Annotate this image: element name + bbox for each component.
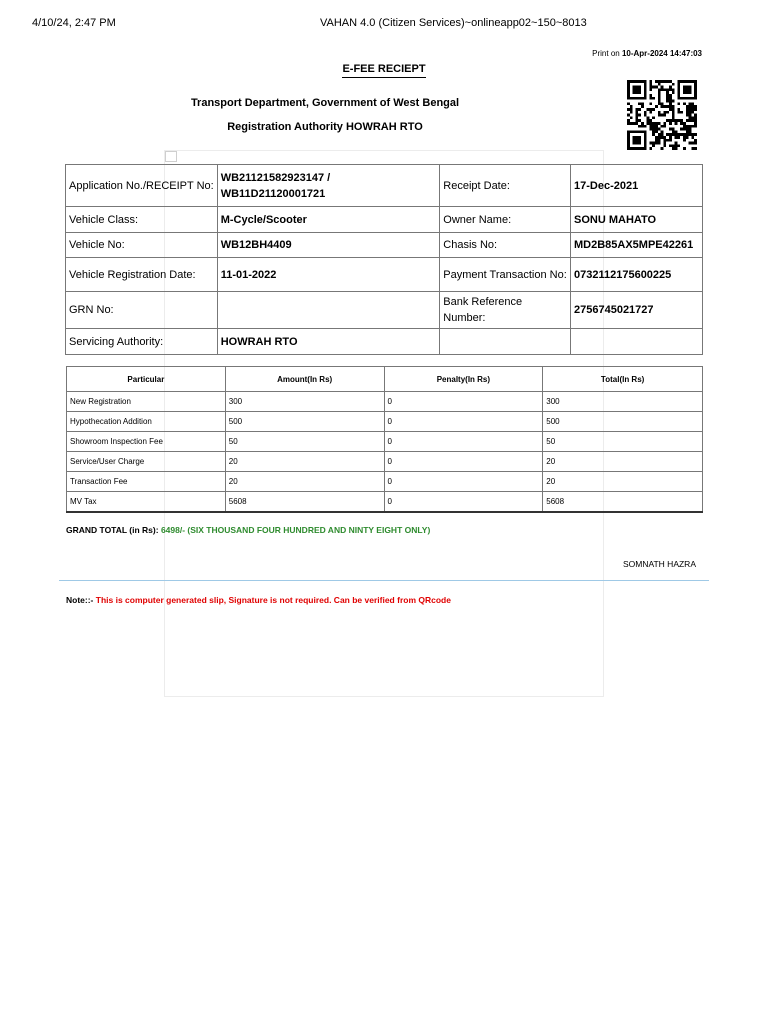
fee-cell: 0 bbox=[384, 432, 543, 452]
detail-label: Vehicle Class: bbox=[66, 207, 218, 233]
detail-value bbox=[217, 292, 440, 329]
receipt-title bbox=[0, 63, 768, 75]
fee-cell: 20 bbox=[543, 472, 703, 492]
grand-total bbox=[66, 525, 430, 535]
fee-row bbox=[67, 492, 703, 513]
detail-label: Vehicle No: bbox=[66, 233, 218, 258]
fee-cell: 300 bbox=[225, 392, 384, 412]
fee-cell: Hypothecation Addition bbox=[67, 412, 226, 432]
fee-table bbox=[66, 366, 703, 513]
fee-cell: Service/User Charge bbox=[67, 452, 226, 472]
fee-cell: 0 bbox=[384, 392, 543, 412]
detail-label: GRN No: bbox=[66, 292, 218, 329]
details-row bbox=[66, 292, 703, 329]
fee-cell: 0 bbox=[384, 412, 543, 432]
details-row bbox=[66, 233, 703, 258]
department-name: Transport Department, Government of West Bengal bbox=[190, 97, 460, 109]
fee-row bbox=[67, 412, 703, 432]
signatory-name: SOMNATH HAZRA bbox=[622, 559, 696, 569]
fee-column-header: Amount(In Rs) bbox=[225, 367, 384, 392]
fee-cell: MV Tax bbox=[67, 492, 226, 513]
fee-column-header: Particular bbox=[67, 367, 226, 392]
fee-cell: Transaction Fee bbox=[67, 472, 226, 492]
print-on bbox=[592, 49, 702, 58]
fee-row bbox=[67, 472, 703, 492]
fee-cell: 500 bbox=[543, 412, 703, 432]
note-text: This is computer generated slip, Signature is not required. Can be verified from QRcode bbox=[95, 595, 451, 605]
fee-cell: 20 bbox=[543, 452, 703, 472]
detail-value: M-Cycle/Scooter bbox=[217, 207, 440, 233]
fee-cell: New Registration bbox=[67, 392, 226, 412]
fee-row bbox=[67, 452, 703, 472]
fee-row bbox=[67, 432, 703, 452]
fee-cell: 300 bbox=[543, 392, 703, 412]
receipt-title-text: E-FEE RECIEPT bbox=[342, 63, 425, 78]
details-row bbox=[66, 258, 703, 292]
detail-label: Payment Transaction No: bbox=[440, 258, 571, 292]
fee-cell: 20 bbox=[225, 472, 384, 492]
detail-label bbox=[440, 329, 571, 355]
details-row bbox=[66, 165, 703, 207]
fee-row bbox=[67, 392, 703, 412]
fee-cell: 0 bbox=[384, 452, 543, 472]
fee-column-header: Total(In Rs) bbox=[543, 367, 703, 392]
fee-cell: 5608 bbox=[225, 492, 384, 513]
print-on-label: Print on bbox=[592, 49, 620, 58]
print-datetime: 4/10/24, 2:47 PM bbox=[32, 17, 116, 29]
fee-cell: 0 bbox=[384, 472, 543, 492]
detail-value: MD2B85AX5MPE42261 bbox=[571, 233, 703, 258]
fee-table-header bbox=[67, 367, 703, 392]
detail-label: Owner Name: bbox=[440, 207, 571, 233]
fee-cell: 0 bbox=[384, 492, 543, 513]
details-row bbox=[66, 207, 703, 233]
details-row bbox=[66, 329, 703, 355]
qr-code-icon bbox=[627, 80, 697, 150]
fee-cell: 5608 bbox=[543, 492, 703, 513]
detail-label: Vehicle Registration Date: bbox=[66, 258, 218, 292]
note bbox=[66, 595, 451, 605]
grand-total-value: 6498/- (SIX THOUSAND FOUR HUNDRED AND NINTY EIGHT ONLY) bbox=[160, 525, 431, 535]
registration-authority: Registration Authority HOWRAH RTO bbox=[227, 121, 423, 133]
print-on-datetime: 10-Apr-2024 14:47:03 bbox=[621, 49, 702, 58]
detail-value: 0732112175600225 bbox=[571, 258, 703, 292]
broken-image-icon bbox=[165, 151, 177, 162]
print-page-title: VAHAN 4.0 (Citizen Services)~onlineapp02~150~8013 bbox=[320, 17, 587, 29]
detail-label: Chasis No: bbox=[440, 233, 571, 258]
detail-label: Bank Reference Number: bbox=[440, 292, 571, 329]
fee-cell: 50 bbox=[543, 432, 703, 452]
detail-value bbox=[571, 329, 703, 355]
fee-cell: Showroom Inspection Fee bbox=[67, 432, 226, 452]
detail-value: WB21121582923147 / WB11D21120001721 bbox=[217, 165, 440, 207]
fee-cell: 500 bbox=[225, 412, 384, 432]
grand-total-label: GRAND TOTAL (in Rs): bbox=[66, 525, 159, 535]
fee-cell: 20 bbox=[225, 452, 384, 472]
detail-value: 17-Dec-2021 bbox=[571, 165, 703, 207]
detail-value: WB12BH4409 bbox=[217, 233, 440, 258]
note-label: Note::- bbox=[66, 595, 94, 605]
detail-label: Application No./RECEIPT No: bbox=[66, 165, 218, 207]
detail-value: HOWRAH RTO bbox=[217, 329, 440, 355]
fee-cell: 50 bbox=[225, 432, 384, 452]
divider bbox=[59, 580, 709, 581]
detail-label: Receipt Date: bbox=[440, 165, 571, 207]
fee-column-header: Penalty(In Rs) bbox=[384, 367, 543, 392]
detail-value: 2756745021727 bbox=[571, 292, 703, 329]
vehicle-details-table bbox=[65, 164, 703, 355]
detail-label: Servicing Authority: bbox=[66, 329, 218, 355]
detail-value: 11-01-2022 bbox=[217, 258, 440, 292]
detail-value: SONU MAHATO bbox=[571, 207, 703, 233]
